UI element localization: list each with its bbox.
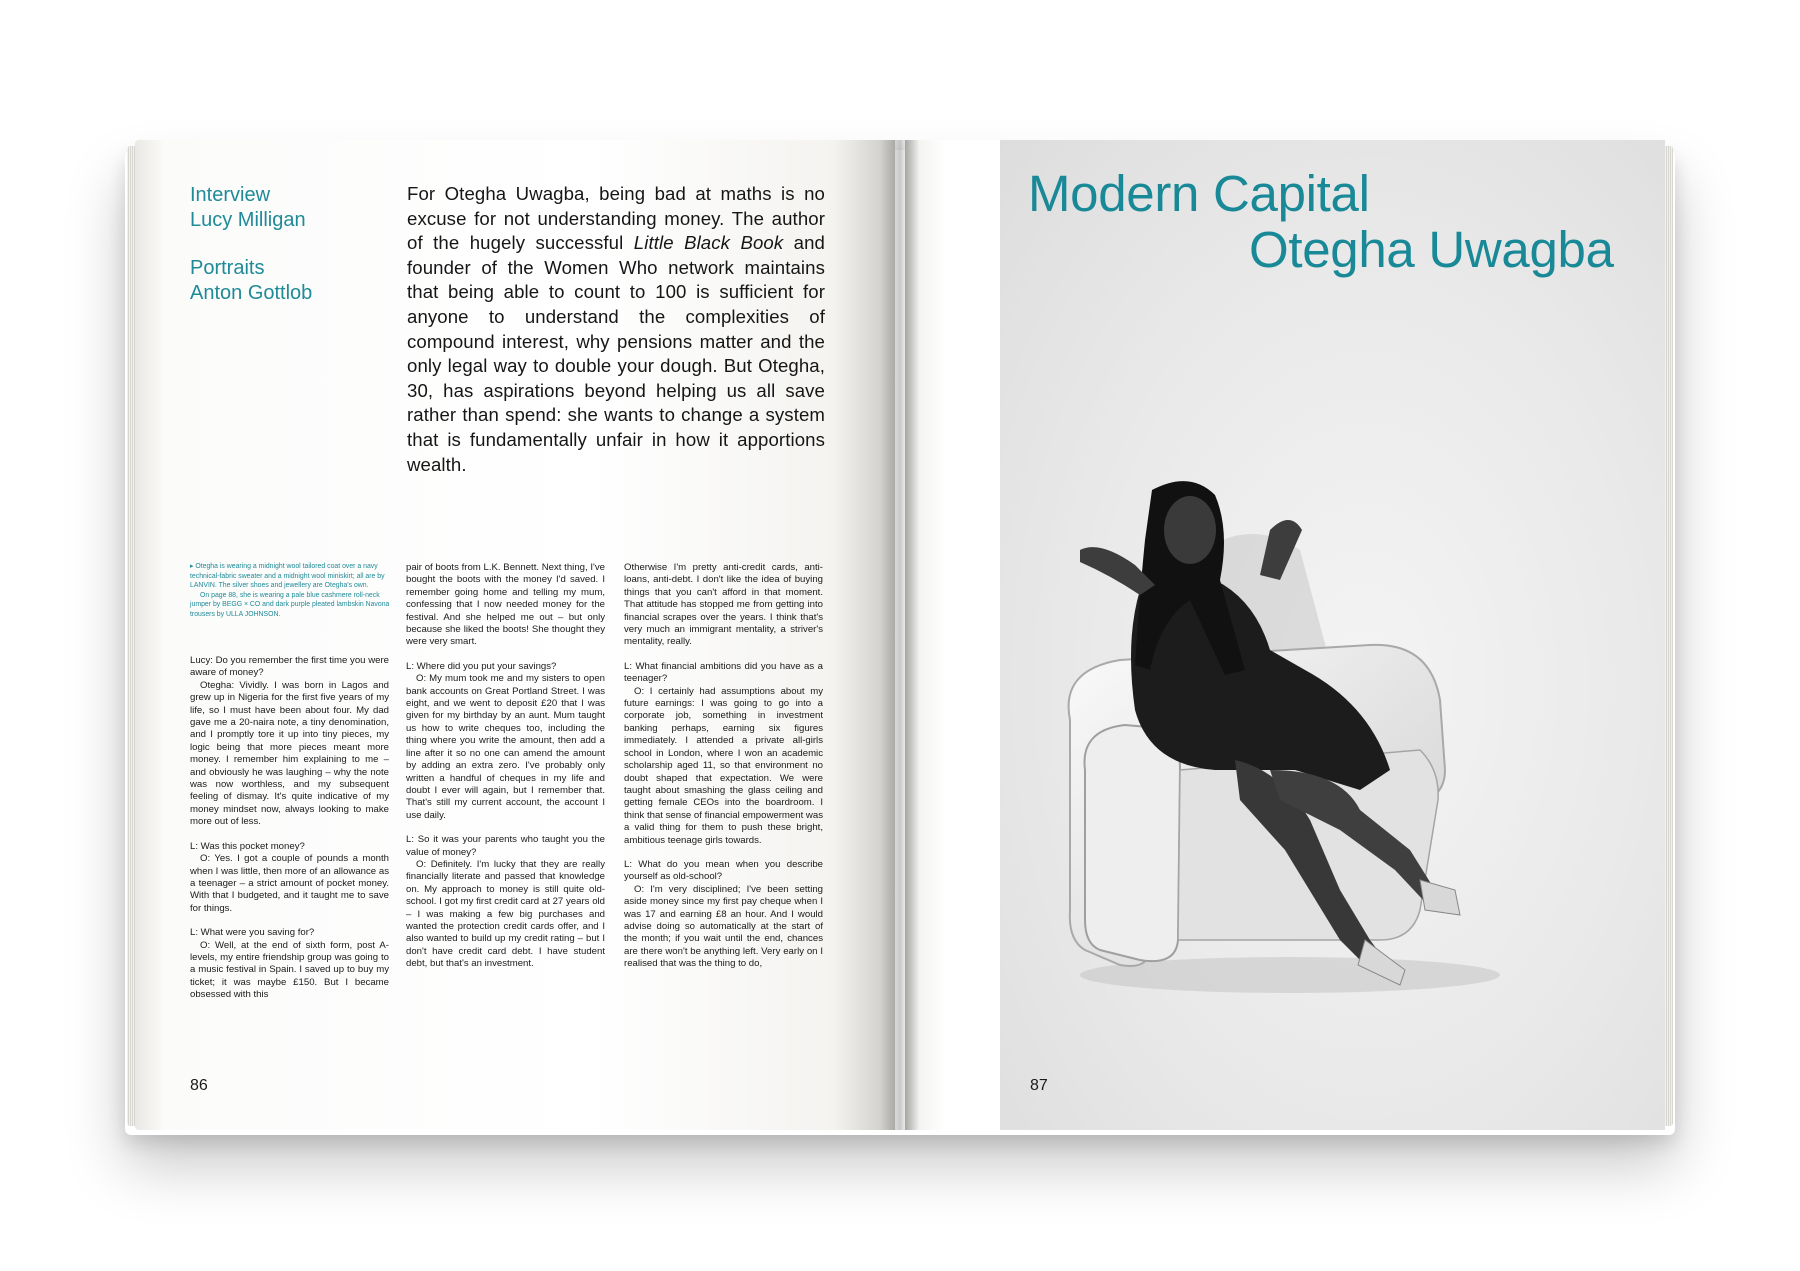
column-paragraph: O: I certainly had assumptions about my future earnings: I was going to go into a corporate job, something in investment banking perhaps, earning six figures immediately. I attended a private all-girls school in London, where I won an academic scholarship aged 11, so that environment no doubt shaped that expectation. We were taught about smashing the glass ceiling and getting female CEOs into the boardroom. I think that sense of financial empowerment was a valid thing for them to push these bright, ambitious teenage girls towards.	[624, 685, 823, 846]
photo-caption	[190, 562, 390, 620]
body-column-2	[406, 562, 605, 971]
column-paragraph: L: What do you mean when you describe yourself as old-school?	[624, 858, 823, 883]
column-paragraph: O: I'm very disciplined; I've been setting aside money since my first pay cheque when I was 17 and earning £8 an hour. And I would advise doing so automatically at the start of the month; if you wait until the end, chances are there won't be anything left. Very early on I realised that was the thing to do,	[624, 883, 823, 970]
column-paragraph: L: Was this pocket money?	[190, 840, 305, 852]
column-paragraph: Otherwise I'm pretty anti-credit cards, anti-loans, anti-debt. I don't like the idea of buying things that you can't afford in that moment. That attitude has stopped me from getting into financial scrapes over the years. I think that's very much an immigrant mentality, a striver's mentality, really.	[624, 562, 823, 648]
column-paragraph: O: Well, at the end of sixth form, post A-levels, my entire friendship group was going to a music festival in Spain. I saved up to buy my ticket; it was maybe £150. But I became obsessed with this	[190, 939, 389, 1001]
title-line-1: Modern Capital	[1028, 165, 1370, 222]
article-title	[1028, 166, 1628, 278]
column-paragraph: L: What financial ambitions did you have as a teenager?	[624, 660, 823, 685]
page-number-right: 87	[1030, 1077, 1048, 1094]
body-column-1	[190, 655, 389, 1002]
interviewer-name: Lucy Milligan	[190, 209, 306, 231]
column-paragraph: L: So it was your parents who taught you the value of money?	[406, 834, 605, 858]
interview-label: Interview	[190, 184, 271, 206]
intro-text-2: and founder of the Women Who network maintains that being able to count to 100 is sufficient for anyone to understand the complexities of compound interest, why pensions matter and the only legal way to double your dough. But Otegha, 30, has aspirations beyond helping us all save rather than spend: she wants to change a system that is fundamentally unfair in how it apportions wealth.	[407, 232, 825, 475]
column-paragraph: pair of boots from L.K. Bennett. Next thing, I've bought the boots with the money I'd saved. I remember going home and telling my mum, confessing that I now needed money for the festival. And she helped me out – but only because she liked the boots! She thought they were very smart.	[406, 562, 605, 648]
title-line-2: Otegha Uwagba	[1249, 221, 1614, 278]
column-paragraph: O: Definitely. I'm lucky that they are really financially literate and passed that knowledge on. My approach to money is still quite old-school. I got my first credit card at 27 years old – I was making a few big purchases and wanted the protection credit cards offer, and I also wanted to build up my credit rating – but I don't have credit card debt. I have student debt, but that's an investment.	[406, 858, 605, 970]
body-column-3	[624, 562, 823, 971]
intro-book-title: Little Black Book	[633, 232, 784, 254]
credits	[190, 183, 390, 306]
column-paragraph: Otegha: Vividly. I was born in Lagos and grew up in Nigeria for the first five years of my life, so I must have been about four. My dad gave me a 20-naira note, a tiny denomination, and I promptly tore it up into tiny pieces, my logic being that more pieces meant more money. I remember him explaining to me – and obviously he was laughing – why the note was now worthless, and my subsequent feeling of dismay. It's quite indicative of my money mindset now, always looking to make more out of less.	[190, 679, 389, 828]
column-paragraph: O: My mum took me and my sisters to open bank accounts on Great Portland Street. I was eight, and we went to deposit £20 that I was given for my birthday by an aunt. Mum taught us how to write cheques too, including the thing where you write the amount, then add a line after it so no one can amend the amount by adding an extra zero. I've probably only written a handful of cheques in my life and doubt I ever will again, but I remember that. That's still my current account, the account I use daily.	[406, 673, 605, 821]
caption-line-2: On page 88, she is wearing a pale blue cashmere roll-neck jumper by BEGG × CO and dark purple pleated lambskin Navona trousers by ULLA JOHNSON.	[190, 591, 390, 618]
column-paragraph: Lucy: Do you remember the first time you were aware of money?	[190, 655, 389, 679]
column-paragraph: L: Where did you put your savings?	[406, 660, 557, 672]
spine-gutter	[880, 140, 920, 1130]
column-paragraph: O: Yes. I got a couple of pounds a month when I was little, then more of an allowance as a teenager – a strict amount of pocket money. With that I budgeted, and it taught me to save for things.	[190, 853, 389, 914]
photographer-name: Anton Gottlob	[190, 282, 313, 304]
caption-line-1: ▸ Otegha is wearing a midnight wool tailored coat over a navy technical-fabric sweater and a midnight wool miniskirt; all are by LANVIN. The silver shoes and jewellery are Otegha's own.	[190, 563, 385, 590]
page-number-left: 86	[190, 1077, 208, 1094]
column-paragraph: L: What were you saving for?	[190, 927, 315, 939]
intro-text-1: For Otegha Uwagba, being bad at maths is no excuse for not understanding money. The author of the hugely successful	[407, 183, 825, 254]
portraits-label: Portraits	[190, 257, 265, 279]
intro-paragraph	[407, 182, 825, 477]
portrait-image	[1040, 470, 1580, 1010]
